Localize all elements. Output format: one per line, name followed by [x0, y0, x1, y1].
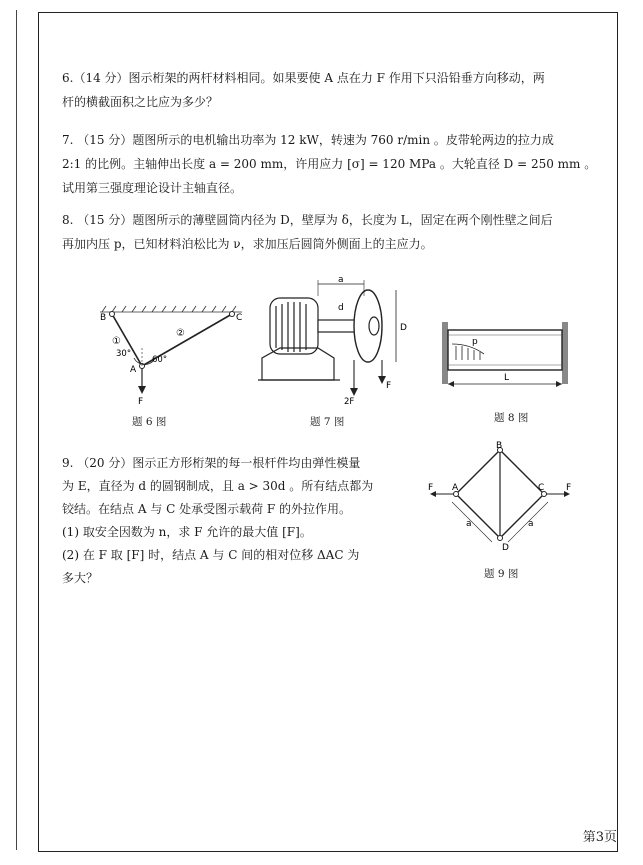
cylinder	[448, 330, 562, 370]
label-angle-60: 60°	[152, 355, 168, 365]
caption-figure-6: 题 6 图	[132, 416, 167, 428]
question-9-line-2: 为 E，直径为 d 的圆钢制成，且 a > 30d 。所有结点都为	[62, 479, 374, 493]
joint-c	[230, 312, 235, 317]
figure-9	[422, 440, 582, 560]
label-angle-30: 30°	[116, 349, 132, 359]
label-p: p	[472, 337, 478, 347]
scan-edge-line	[16, 10, 17, 850]
caption-figure-9: 题 9 图	[484, 568, 519, 580]
label-a: A	[130, 365, 137, 375]
label-bar-2: ②	[176, 328, 185, 339]
label-D: D	[400, 323, 407, 333]
label-dim-a-left: a	[466, 519, 472, 529]
dim-a-left	[452, 502, 492, 542]
label-node-c: C	[538, 483, 545, 493]
label-b: B	[100, 313, 107, 323]
label-node-d: D	[502, 543, 509, 553]
question-7	[62, 128, 596, 200]
label-d: d	[338, 303, 344, 313]
question-6-line-2: 杆的横截面积之比应为多少？	[62, 95, 219, 109]
figure-6	[92, 298, 252, 408]
question-8-line-2: 再加内压 p，已知材料泊松比为 ν，求加压后圆筒外侧面上的主应力。	[62, 237, 433, 251]
question-9	[62, 452, 373, 590]
question-6-line-1: 6.（14 分）图示桁架的两杆材料相同。如果要使 A 点在力 F 作用下只沿铅垂方向移动，两	[62, 71, 545, 85]
dim-L-arrow-left	[448, 381, 454, 387]
question-9-line-3: 铰结。在结点 A 与 C 处承受图示载荷 F 的外拉作用。	[62, 502, 352, 516]
pulley-hub	[369, 317, 379, 335]
ceiling-hatch	[100, 306, 242, 312]
question-9-line-4: (1) 取安全因数为 n，求 F 允许的最大值 [F]。	[62, 525, 312, 539]
question-7-line-3: 试用第三强度理论设计主轴直径。	[62, 181, 243, 195]
label-c: C	[236, 313, 243, 323]
label-L: L	[504, 373, 510, 383]
joint-b	[110, 312, 115, 317]
label-force: F	[138, 397, 144, 407]
arrow-2f	[350, 388, 358, 396]
label-a: a	[338, 276, 344, 285]
node-d	[498, 536, 503, 541]
label-F: F	[386, 381, 392, 391]
label-node-b: B	[496, 441, 503, 451]
label-force-left: F	[428, 483, 434, 493]
label-2F: 2F	[344, 397, 355, 406]
question-7-line-2: 2:1 的比例。主轴伸出长度 a = 200 mm，许用应力 [σ] = 120 MPa 。大轮直径 D = 250 mm 。	[62, 157, 597, 171]
motor-body	[258, 298, 340, 380]
right-wall	[562, 322, 568, 384]
left-wall	[442, 322, 448, 384]
label-force-right: F	[566, 483, 572, 493]
question-9-line-5: (2) 在 F 取 [F] 时，结点 A 与 C 间的相对位移 ΔAC 为	[62, 548, 360, 562]
question-7-line-1: 7. （15 分）题图所示的电机输出功率为 12 kW，转速为 760 r/min 。皮带轮两边的拉力成	[62, 133, 554, 147]
question-6	[62, 66, 545, 114]
force-arrowhead	[138, 386, 146, 394]
page-number: 第3页	[582, 830, 617, 845]
caption-figure-8: 题 8 图	[494, 412, 529, 424]
label-bar-1: ①	[112, 336, 121, 347]
question-8-line-1: 8. （15 分）题图所示的薄壁圆筒内径为 D，壁厚为 δ，长度为 L，固定在两个刚性壁之间后	[62, 213, 553, 227]
dim-L-arrow-right	[556, 381, 562, 387]
label-node-a: A	[452, 483, 459, 493]
question-9-line-6: 多大？	[62, 571, 99, 585]
label-dim-a-right: a	[528, 519, 534, 529]
caption-figure-7: 题 7 图	[310, 416, 345, 428]
question-8	[62, 208, 553, 256]
question-9-line-1: 9. （20 分）图示正方形桁架的每一根杆件均由弹性模量	[62, 456, 361, 470]
figure-7	[258, 276, 418, 406]
arrow-f	[378, 376, 386, 384]
figure-8	[436, 318, 574, 404]
